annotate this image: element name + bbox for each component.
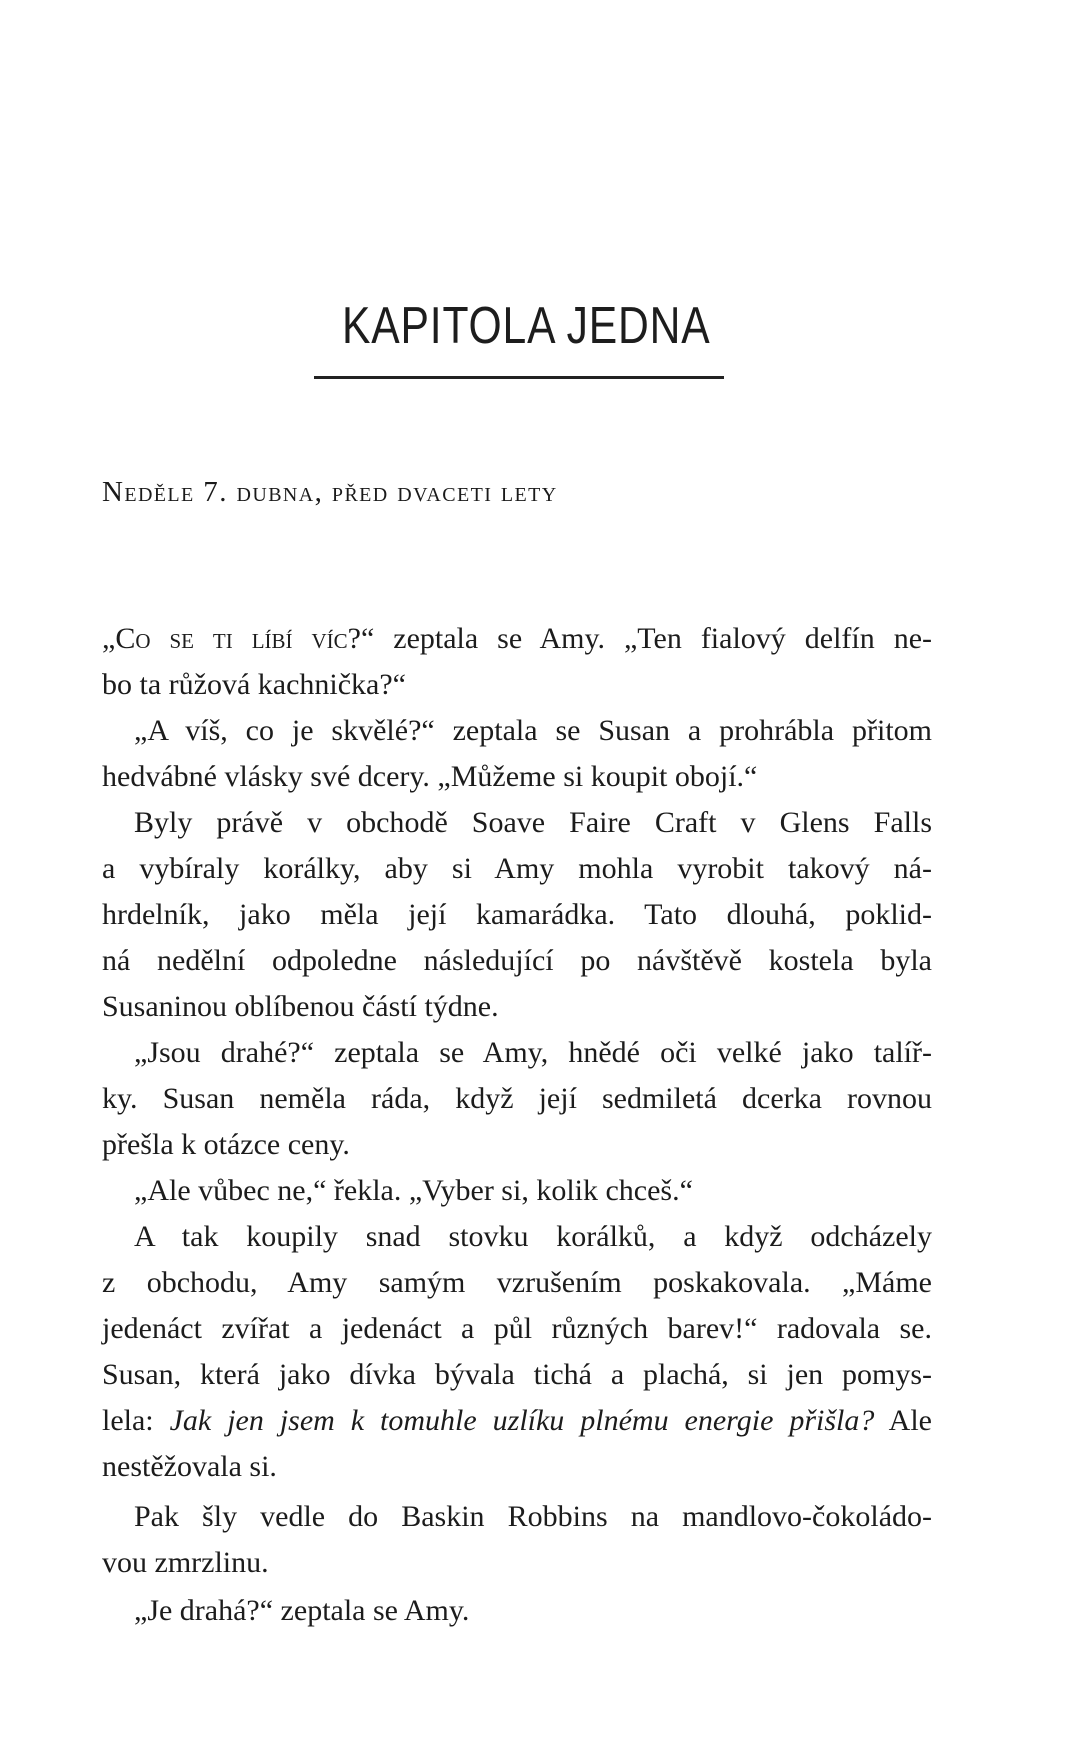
- paragraph-line: z obchodu, Amy samým vzrušením poskakovala. „Máme: [102, 1266, 932, 1299]
- line-text: zeptala se Amy. „Ten fialový delfín ne-: [374, 622, 933, 655]
- paragraph-line: vou zmrzlinu.: [102, 1546, 269, 1579]
- paragraph-line: bo ta růžová kachnička?“: [102, 668, 406, 701]
- line-text: Ale: [874, 1404, 932, 1437]
- paragraph-line: [102, 1406, 932, 1436]
- italic-thought: Jak jen jsem k tomuhle uzlíku plnému energie přišla?: [169, 1404, 875, 1437]
- paragraph-line: A tak koupily snad stovku korálků, a když odcházely: [134, 1220, 932, 1253]
- paragraph-line: „Je drahá?“ zeptala se Amy.: [134, 1594, 470, 1627]
- paragraph-line: a vybíraly korálky, aby si Amy mohla vyrobit takový ná-: [102, 852, 932, 885]
- chapter-title: KAPITOLA JEDNA: [342, 297, 711, 355]
- paragraph-line: „Ale vůbec ne,“ řekla. „Vyber si, kolik chceš.“: [134, 1174, 693, 1207]
- paragraph-line: ky. Susan neměla ráda, když její sedmiletá dcerka rovnou: [102, 1082, 932, 1115]
- paragraph-line: Byly právě v obchodě Soave Faire Craft v Glens Falls: [134, 806, 932, 839]
- opening-small-caps: „Co se ti líbí víc?“: [102, 622, 375, 655]
- paragraph-line: nestěžovala si.: [102, 1450, 277, 1483]
- title-underline: [314, 376, 724, 379]
- paragraph-line: ná nedělní odpoledne následující po návštěvě kostela byla: [102, 944, 932, 977]
- paragraph-line: [102, 624, 932, 654]
- line-text: lela:: [102, 1404, 170, 1437]
- paragraph-line: „Jsou drahé?“ zeptala se Amy, hnědé oči velké jako talíř-: [134, 1036, 932, 1069]
- paragraph-line: hedvábné vlásky své dcery. „Můžeme si koupit obojí.“: [102, 760, 758, 793]
- paragraph-line: Susan, která jako dívka bývala tichá a plachá, si jen pomys-: [102, 1358, 932, 1391]
- paragraph-line: hrdelník, jako měla její kamarádka. Tato dlouhá, poklid-: [102, 898, 932, 931]
- paragraph-line: „A víš, co je skvělé?“ zeptala se Susan a prohrábla přitom: [134, 714, 932, 747]
- paragraph-line: přešla k otázce ceny.: [102, 1128, 350, 1161]
- dateline: Neděle 7. dubna, před dvaceti lety: [102, 476, 558, 508]
- paragraph-line: jedenáct zvířat a jedenáct a půl různých barev!“ radovala se.: [102, 1312, 932, 1345]
- paragraph-line: Susaninou oblíbenou částí týdne.: [102, 990, 499, 1023]
- paragraph-line: Pak šly vedle do Baskin Robbins na mandlovo-čokoládo-: [134, 1500, 932, 1533]
